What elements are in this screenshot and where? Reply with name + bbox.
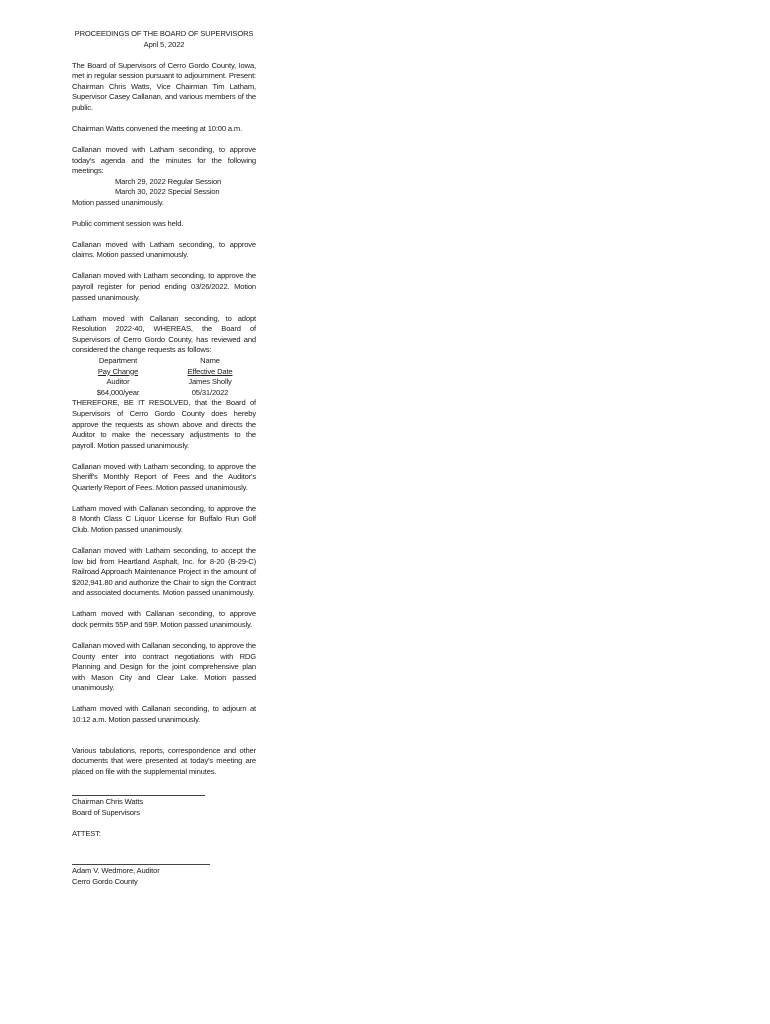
document-title: PROCEEDINGS OF THE BOARD OF SUPERVISORS xyxy=(74,29,254,38)
convened-paragraph: Chairman Watts convened the meeting at 10:00 a.m. xyxy=(72,123,243,133)
auditor-county: Cerro Gordo County xyxy=(72,876,138,886)
sheriff-report-paragraph: Callanan moved with Latham seconding, to approve the Sheriff's Monthly Report of Fees and the Auditor's Quarterly Report of Fees. Motion passed unanimously. xyxy=(72,461,256,492)
resolution-therefore-paragraph: THEREFORE, BE IT RESOLVED, that the Board of Supervisors of Cerro Gordo County does hereby approve the requests as shown above and directs the Auditor to make the necessary adjustments to the payroll. Motion passed unanimously. xyxy=(72,398,256,450)
signature-line xyxy=(72,795,205,796)
resolution-intro-paragraph: Latham moved with Callanan seconding, to adopt Resolution 2022-40, WHEREAS, the Board of Supervisors of Cerro Gordo County, has reviewed and considered the change requests as follows: xyxy=(72,313,256,355)
dock-permits-paragraph: Latham moved with Callanan seconding, to approve dock permits 55P and 59P. Motion passed unanimously. xyxy=(72,609,256,630)
attest-label: ATTEST: xyxy=(72,828,101,838)
document-date: April 5, 2022 xyxy=(143,39,185,49)
tabulations-paragraph: Various tabulations, reports, correspondence and other documents that were presented at today's meeting are placed on file with the supplemental minutes. xyxy=(72,745,256,776)
minutes-document xyxy=(72,29,256,887)
liquor-license-paragraph: Latham moved with Callanan seconding, to approve the 8 Month Class C Liquor License for Buffalo Run Golf Club. Motion passed unanimously. xyxy=(72,503,256,535)
bid-paragraph: Callanan moved with Latham seconding, to accept the low bid from Heartland Asphalt, Inc. for 8-20 (B-29-C) Railroad Approach Maintenance Project in the amount of $202,941.80 and authorize the Chair to sign the Contract and associated documents. Motion passed unanimously. xyxy=(72,546,256,598)
chair-name: Chairman Chris Watts xyxy=(72,797,143,807)
public-comment-paragraph: Public comment session was held. xyxy=(72,218,184,228)
claims-paragraph: Callanan moved with Latham seconding, to approve claims. Motion passed unanimously. xyxy=(72,239,256,260)
table-cell: 05/31/2022 xyxy=(191,387,229,397)
auditor-signature-block xyxy=(72,864,256,887)
adjourn-paragraph: Latham moved with Callanan seconding, to adjourn at 10:12 a.m. Motion passed unanimously. xyxy=(72,704,256,724)
auditor-name: Adam V. Wedmore, Auditor xyxy=(72,866,160,876)
table-cell: James Sholly xyxy=(188,377,232,387)
rdg-contract-paragraph: Callanan moved with Callanan seconding, to approve the County enter into contract negotiations with RDG Planning and Design for the joint comprehensive plan with Mason City and Clear Lake. Motion passed unanimously. xyxy=(72,641,256,693)
agenda-result: Motion passed unanimously. xyxy=(72,197,164,207)
signature-line xyxy=(72,864,210,865)
table-cell: $64,000/year xyxy=(96,387,140,397)
payroll-paragraph: Callanan moved with Latham seconding, to approve the payroll register for period ending 03/26/2022. Motion passed unanimously. xyxy=(72,271,256,302)
chair-signature-block xyxy=(72,795,256,818)
table-cell: Auditor xyxy=(106,377,130,387)
agenda-paragraph: Callanan moved with Latham seconding, to approve today's agenda and the minutes for the following meetings: xyxy=(72,144,256,176)
agenda-item: March 30, 2022 Special Session xyxy=(115,187,220,197)
agenda-item: March 29, 2022 Regular Session xyxy=(115,176,222,186)
intro-paragraph: The Board of Supervisors of Cerro Gordo County, Iowa, met in regular session pursuant to adjournment. Present: Chairman Chris Watts, Vice Chairman Tim Latham, Supervisor Casey Callanan, and various members of the public. xyxy=(72,60,256,112)
table-header: Department xyxy=(98,355,138,365)
table-header: Effective Date xyxy=(187,366,233,376)
table-header: Pay Change xyxy=(97,366,139,376)
table-header: Name xyxy=(200,355,220,365)
change-request-table xyxy=(72,356,256,398)
chair-title: Board of Supervisors xyxy=(72,807,140,817)
